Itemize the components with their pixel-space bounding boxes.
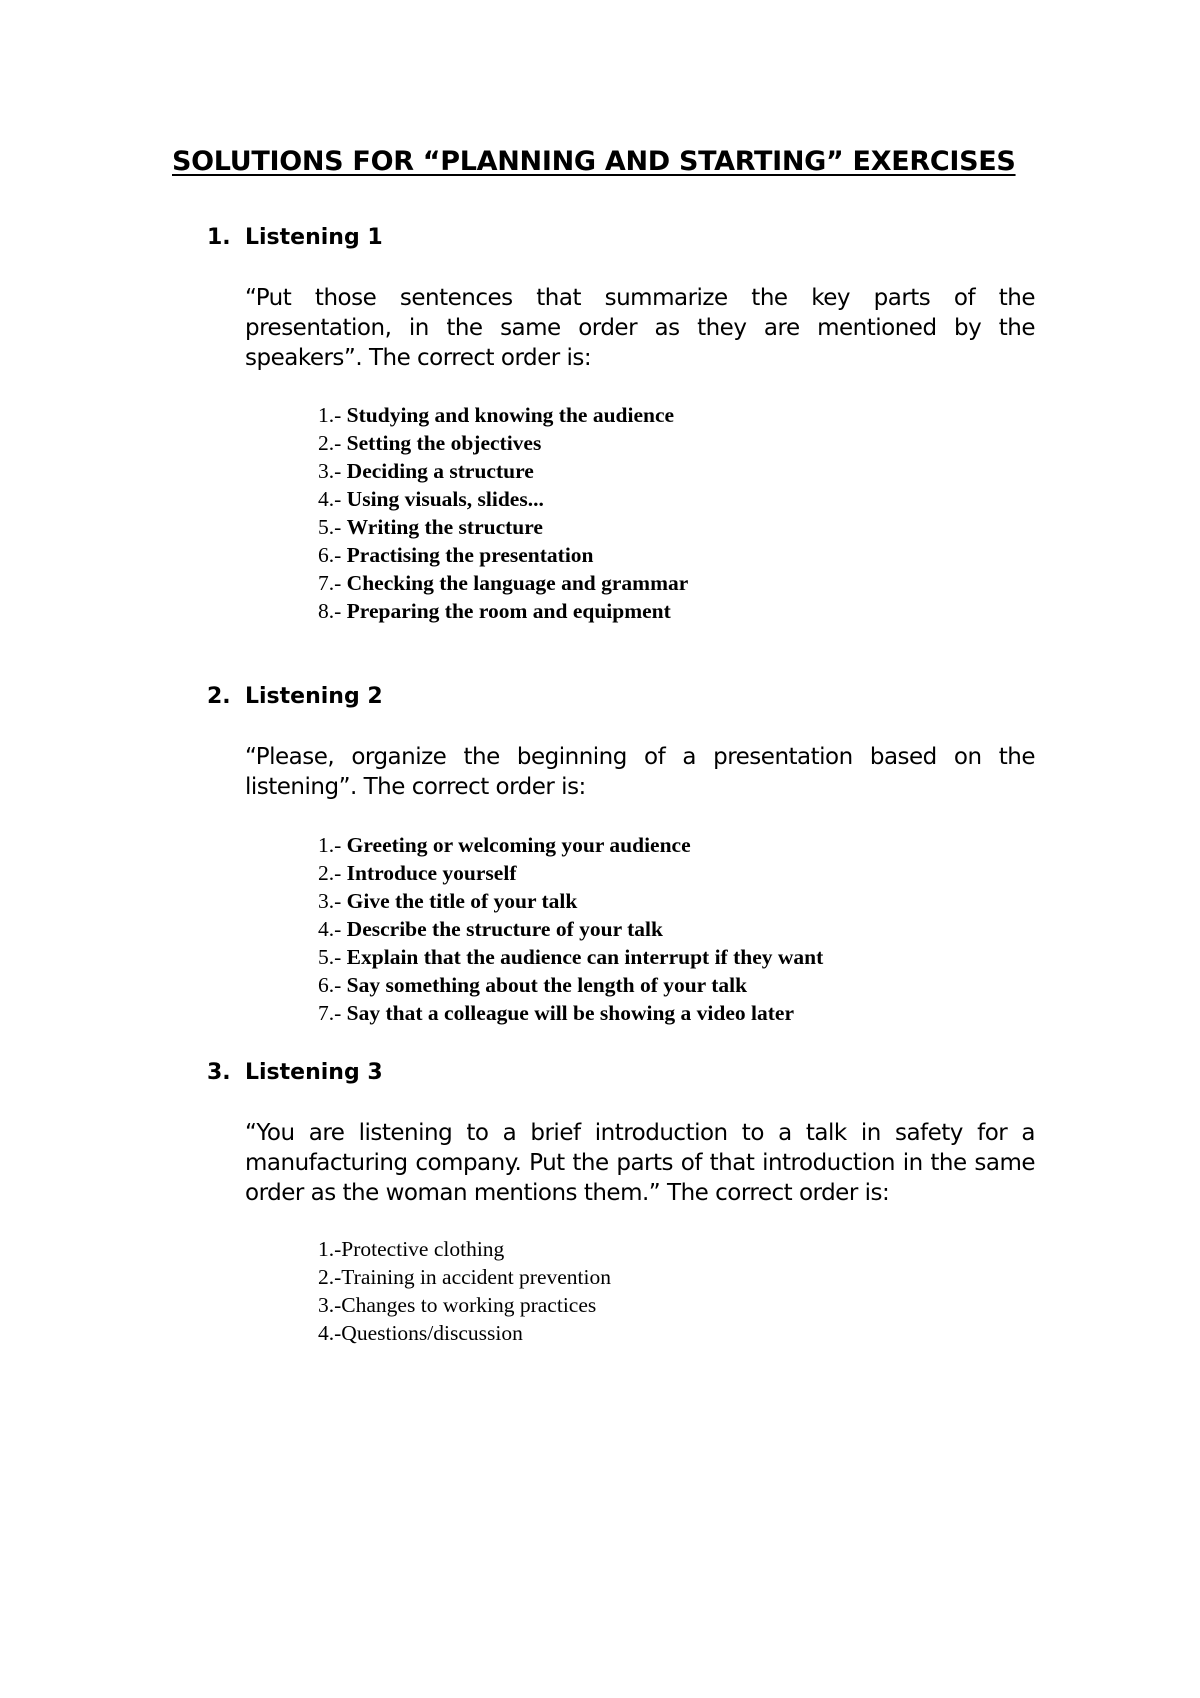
item-number: 2.- [318, 861, 342, 885]
item-text: Using visuals, slides... [346, 487, 544, 511]
item-text: Training in accident prevention [341, 1265, 611, 1289]
item-number: 4.- [318, 1321, 342, 1345]
list-item [318, 1319, 611, 1347]
list-item [318, 597, 688, 625]
item-text: Explain that the audience can interrupt if they want [346, 945, 824, 969]
list-item [318, 943, 823, 971]
item-number: 7.- [318, 571, 342, 595]
list-item [318, 1291, 611, 1319]
item-number: 3.- [318, 1293, 342, 1317]
section-prompt-listening-3: “You are listening to a brief introduction to a talk in safety for a manufacturing company. Put the parts of that introduction in the same order as the woman mentions them.” The correct order is: [245, 1120, 1035, 1206]
section-prompt-listening-2: “Please, organize the beginning of a presentation based on the listening”. The correct order is: [245, 744, 1035, 800]
section-title: Listening 3 [245, 1060, 383, 1085]
list-item [318, 999, 823, 1027]
item-number: 2.- [318, 1265, 342, 1289]
item-text: Say something about the length of your talk [346, 973, 748, 997]
item-text: Deciding a structure [346, 459, 534, 483]
item-text: Give the title of your talk [346, 889, 578, 913]
page-title: SOLUTIONS FOR “PLANNING AND STARTING” EXERCISES [172, 146, 1016, 177]
list-item [318, 887, 823, 915]
item-number: 5.- [318, 515, 342, 539]
item-text: Changes to working practices [341, 1293, 597, 1317]
item-text: Greeting or welcoming your audience [346, 833, 691, 857]
item-text: Questions/discussion [341, 1321, 523, 1345]
list-item [318, 541, 688, 569]
item-text: Protective clothing [341, 1237, 505, 1261]
section-heading-listening-3 [207, 1060, 383, 1085]
list-item [318, 429, 688, 457]
item-text: Preparing the room and equipment [346, 599, 671, 623]
list-item [318, 859, 823, 887]
section-title: Listening 1 [245, 225, 383, 250]
answer-list-listening-3 [318, 1235, 611, 1347]
item-text: Writing the structure [346, 515, 543, 539]
item-text: Introduce yourself [346, 861, 517, 885]
section-heading-listening-2 [207, 684, 383, 709]
item-text: Describe the structure of your talk [346, 917, 663, 941]
item-number: 6.- [318, 543, 342, 567]
item-number: 3.- [318, 459, 342, 483]
item-number: 7.- [318, 1001, 342, 1025]
list-item [318, 401, 688, 429]
item-text: Say that a colleague will be showing a video later [346, 1001, 794, 1025]
list-item [318, 1263, 611, 1291]
item-text: Studying and knowing the audience [346, 403, 675, 427]
list-item [318, 513, 688, 541]
item-number: 1.- [318, 403, 342, 427]
answer-list-listening-1 [318, 401, 688, 625]
list-item [318, 569, 688, 597]
item-number: 1.- [318, 833, 342, 857]
list-item [318, 457, 688, 485]
item-number: 1.- [318, 1237, 342, 1261]
item-number: 5.- [318, 945, 342, 969]
item-text: Practising the presentation [346, 543, 594, 567]
list-item [318, 1235, 611, 1263]
item-number: 3.- [318, 889, 342, 913]
item-number: 8.- [318, 599, 342, 623]
section-prompt-listening-1: “Put those sentences that summarize the key parts of the presentation, in the same order as they are mentioned by the speakers”. The correct order is: [245, 285, 1035, 371]
list-item [318, 831, 823, 859]
item-text: Checking the language and grammar [346, 571, 689, 595]
section-title: Listening 2 [245, 684, 383, 709]
item-number: 4.- [318, 487, 342, 511]
list-item [318, 915, 823, 943]
section-heading-listening-1 [207, 225, 383, 250]
item-number: 6.- [318, 973, 342, 997]
answer-list-listening-2 [318, 831, 823, 1027]
section-number: 1. [207, 225, 231, 250]
list-item [318, 485, 688, 513]
item-number: 4.- [318, 917, 342, 941]
item-number: 2.- [318, 431, 342, 455]
list-item [318, 971, 823, 999]
section-number: 2. [207, 684, 231, 709]
section-number: 3. [207, 1060, 231, 1085]
item-text: Setting the objectives [346, 431, 542, 455]
